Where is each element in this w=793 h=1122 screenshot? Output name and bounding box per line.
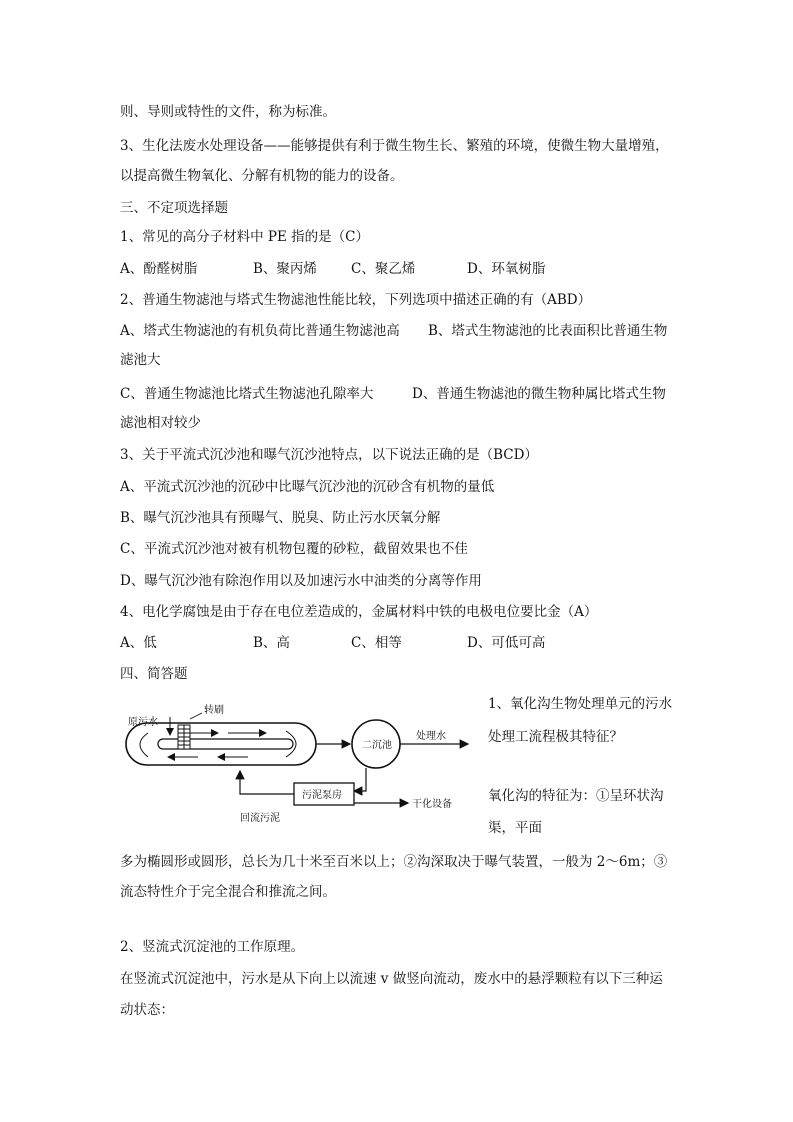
answer-line: 在竖流式沉淀池中，污水是从下向上以流速 v 做竖向流动，废水中的悬浮颗粒有以下三种运 — [120, 971, 663, 987]
option-c: C、平流式沉沙池对被有机物包覆的砂粒，截留效果也不佳 — [120, 541, 468, 557]
option-b: B、聚丙烯 — [253, 261, 317, 277]
ditch-outer — [126, 723, 316, 765]
short-question-2: 2、竖流式沉淀池的工作原理。 — [120, 939, 305, 955]
sludge-pump-house-label: 污泥泵房 — [302, 790, 342, 801]
paragraph-line: 以提高微生物氧化、分解有机物的能力的设备。 — [120, 168, 404, 184]
option-c: C、聚乙烯 — [351, 261, 416, 277]
option-d-continued: 滤池相对较少 — [120, 415, 201, 431]
option-a: A、平流式沉沙池的沉砂中比曝气沉沙池的沉砂含有机物的量低 — [120, 479, 495, 495]
answer-line: 多为椭圆形或圆形，总长为几十米至百米以上；②沟深取决于曝气装置，一般为 2～6m；③ — [120, 854, 668, 870]
option-d: D、可低可高 — [467, 635, 546, 651]
answer-line: 流态特性介于完全混合和推流之间。 — [120, 884, 336, 900]
option-b: B、曝气沉沙池具有预曝气、脱臭、防止污水厌氧分解 — [120, 510, 441, 526]
secondary-clarifier-label: 二沉池 — [362, 740, 392, 751]
answer-line: 渠，平面 — [488, 820, 542, 836]
flow-arrow — [140, 733, 148, 757]
option-d: D、环氧树脂 — [467, 261, 546, 277]
option-c: C、相等 — [351, 635, 402, 651]
option-b-continued: 滤池大 — [120, 352, 161, 368]
paragraph-line: 3、生化法废水处理设备——能够提供有利于微生物生长、繁殖的环境，使微生物大量增殖， — [120, 138, 669, 154]
option-d: D、普通生物滤池的微生物种属比塔式生物 — [412, 386, 666, 402]
option-b: B、塔式生物滤池的比表面积比普通生物 — [428, 323, 668, 339]
answer-line: 动状态： — [120, 1002, 174, 1018]
question-text: 2、普通生物滤池与塔式生物滤池性能比较，下列选项中描述正确的有（ABD） — [120, 292, 592, 308]
return-sludge-line — [240, 771, 294, 794]
answer-line: 氧化沟的特征为：①呈环状沟 — [488, 788, 664, 804]
question-text: 4、电化学腐蚀是由于存在电位差造成的，金属材料中铁的电极电位要比金（A） — [120, 604, 598, 620]
section-heading: 四、简答题 — [120, 666, 188, 682]
option-d: D、曝气沉沙池有除泡作用以及加速污水中油类的分离等作用 — [120, 573, 482, 589]
sludge-line — [354, 768, 366, 791]
option-c: C、普通生物滤池比塔式生物滤池孔隙率大 — [120, 386, 374, 402]
question-text: 1、常见的高分子材料中 PE 指的是（C） — [120, 229, 369, 245]
raw-water-label: 原污水 — [128, 717, 158, 728]
question-text: 3、关于平流式沉沙池和曝气沉沙池特点，以下说法正确的是（BCD） — [120, 447, 538, 463]
oxidation-ditch-diagram — [118, 695, 478, 830]
return-sludge-label: 回流污泥 — [240, 813, 280, 824]
short-question-1-cont: 处理工流程极其特征？ — [488, 729, 623, 745]
drying-equipment-label: 干化设备 — [412, 799, 452, 810]
rotor-brush-label: 转刷 — [204, 705, 224, 716]
treated-water-label: 处理水 — [416, 731, 446, 742]
paragraph-line: 则、导则或特性的文件，称为标准。 — [120, 104, 336, 120]
option-a: A、低 — [120, 635, 157, 651]
option-a: A、塔式生物滤池的有机负荷比普通生物滤池高 — [120, 323, 400, 339]
option-b: B、高 — [253, 635, 290, 651]
flow-arrow — [286, 731, 296, 757]
section-heading: 三、不定项选择题 — [120, 200, 228, 216]
option-a: A、酚醛树脂 — [120, 261, 198, 277]
short-question-1: 1、氧化沟生物处理单元的污水 — [488, 696, 673, 712]
